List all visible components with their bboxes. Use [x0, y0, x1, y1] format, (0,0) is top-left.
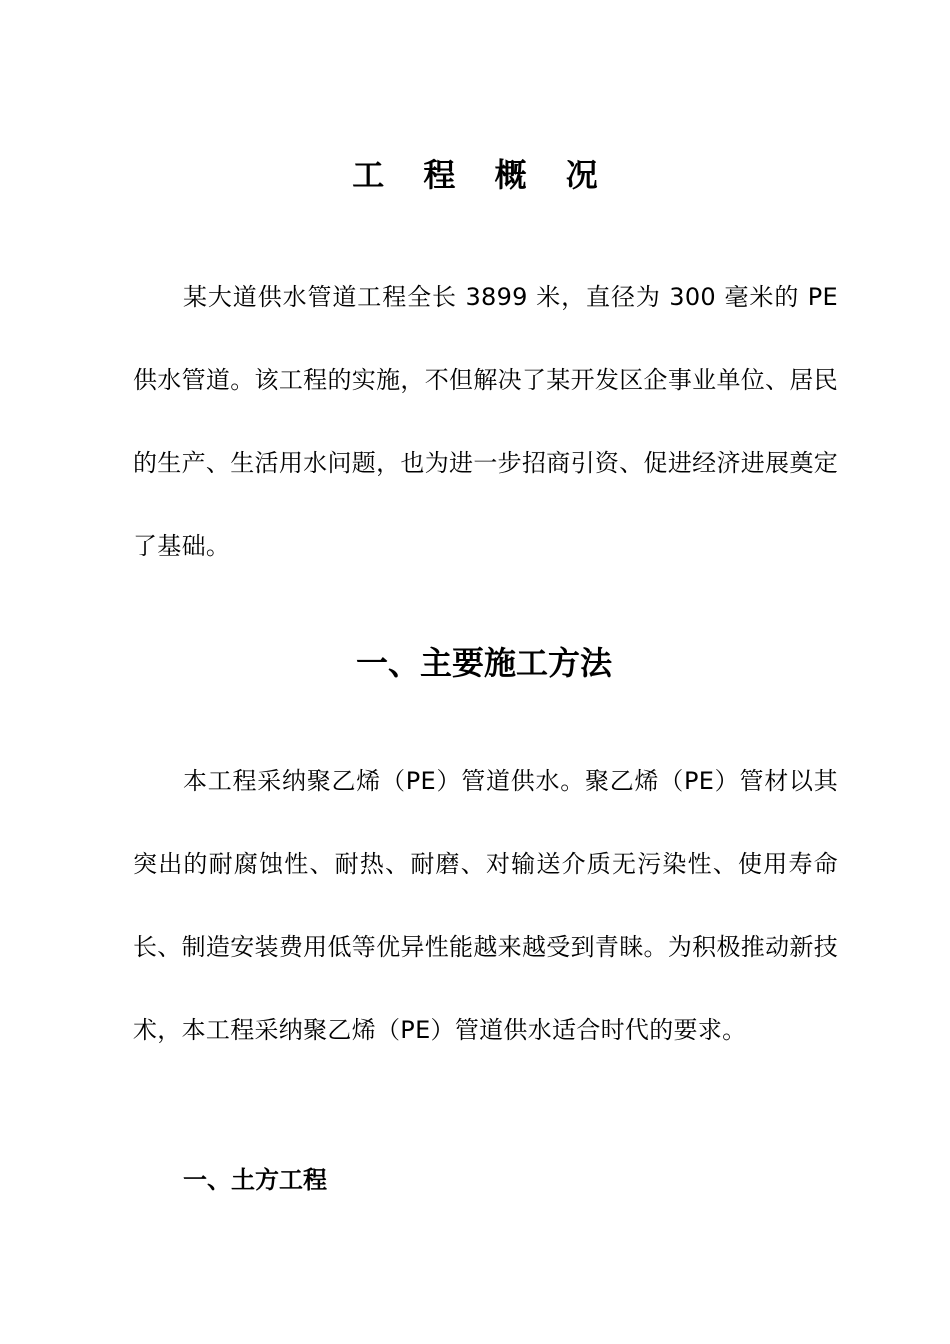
document-title: 工 程 概 况 — [352, 156, 612, 194]
intro-paragraph: 某大道供水管道工程全长 3899 米，直径为 300 毫米的 PE 供水管道。该工程的实施，不但解决了某开发区企事业单位、居民的生产、生活用水问题，也为进一步招商引资、促进经济进展奠定了基础。 — [133, 283, 838, 560]
sub-heading: 一、土方工程 — [183, 1166, 327, 1194]
section-heading: 一、主要施工方法 — [355, 644, 612, 682]
method-paragraph: 本工程采纳聚乙烯（PE）管道供水。聚乙烯（PE）管材以其突出的耐腐蚀性、耐热、耐磨、对输送介质无污染性、使用寿命长、制造安装费用低等优异性能越来越受到青睐。为积极推动新技术，本工程采纳聚乙烯（PE）管道供水适合时代的要求。 — [133, 767, 838, 1044]
